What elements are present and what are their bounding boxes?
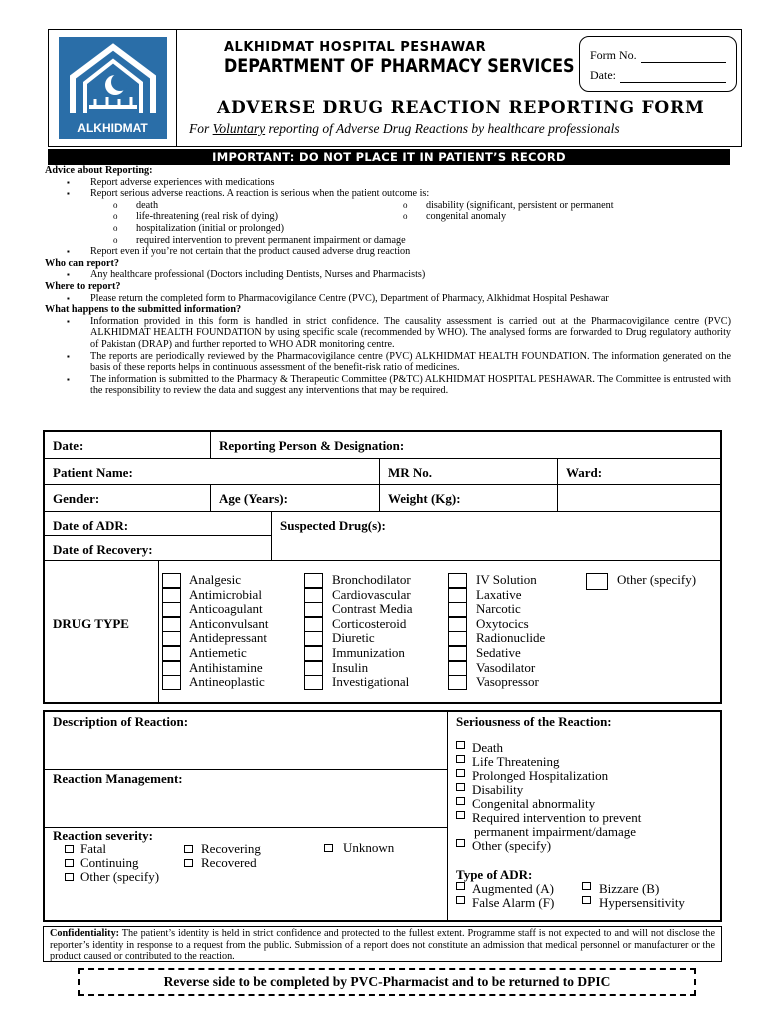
who-heading: Who can report? <box>45 257 119 269</box>
vertical-divider <box>447 712 448 920</box>
form-title: ADVERSE DRUG REACTION REPORTING FORM <box>217 98 705 118</box>
checkbox[interactable] <box>456 896 465 904</box>
checkbox[interactable] <box>162 631 181 646</box>
date-of-adr-cell[interactable]: Date of ADR: <box>45 512 272 536</box>
drug-column-1: Analgesic Antimicrobial Anticoagulant Anticonvulsant Antidepressant Antiemetic Antihistamine Antineoplastic <box>162 573 302 690</box>
form-subtitle: For Voluntary reporting of Adverse Drug Reactions by healthcare professionals <box>189 121 620 136</box>
checkbox[interactable] <box>304 675 323 690</box>
form-date-label: Date: <box>590 68 616 82</box>
row-divider <box>45 769 447 770</box>
seriousness-life-threatening[interactable]: Life Threatening <box>456 754 559 770</box>
checkbox[interactable] <box>162 602 181 617</box>
checkbox[interactable] <box>304 588 323 603</box>
checkbox[interactable] <box>456 839 465 847</box>
outcome-item: o death <box>113 200 403 212</box>
severity-other[interactable]: Other (specify) <box>65 869 159 885</box>
checkbox[interactable] <box>586 573 608 590</box>
severity-continuing[interactable]: Continuing <box>65 855 139 871</box>
checkbox[interactable] <box>304 617 323 632</box>
form-no-field[interactable] <box>641 51 726 63</box>
advice-bullet: ▪ Information provided in this form is handled in strict confidence. The causality assessment is carried out at the Pharmacovigilance centre (PVC) ALKHIDMAT HEALTH FOUNDATION by using specific scale (recommended by WHO). The analysed forms are forwarded to Drug regulatory authority of Pakistan (DRAP) and further reported to WHO ADR monitoring centre. <box>45 316 731 351</box>
checkbox[interactable] <box>184 845 193 853</box>
checkbox[interactable] <box>456 783 465 791</box>
mr-no-cell[interactable]: MR No. <box>380 459 558 485</box>
checkbox[interactable] <box>456 811 465 819</box>
severity-recovering[interactable]: Recovering <box>184 841 261 857</box>
severity-label: Reaction severity: <box>53 828 153 843</box>
ward-cell[interactable]: Ward: <box>558 459 722 485</box>
checkbox[interactable] <box>456 741 465 749</box>
advice-bullet: ▪ Report adverse experiences with medications <box>45 177 731 189</box>
severity-unknown[interactable]: Unknown <box>324 840 394 856</box>
outcome-item: o hospitalization (initial or prolonged) <box>113 223 403 235</box>
logo-container <box>49 30 177 146</box>
form-date-field[interactable] <box>620 71 726 83</box>
management-field[interactable] <box>45 788 445 826</box>
reaction-table <box>43 710 722 922</box>
seriousness-label: Seriousness of the Reaction: <box>456 714 612 729</box>
type-adr-label: Type of ADR: <box>456 867 533 882</box>
checkbox[interactable] <box>162 675 181 690</box>
department-name: DEPARTMENT OF PHARMACY SERVICES <box>224 54 575 77</box>
patient-name-cell[interactable]: Patient Name: <box>45 459 380 485</box>
age-cell[interactable]: Age (Years): <box>211 485 380 512</box>
outcome-item: o disability (significant, persistent or permanent <box>403 200 693 212</box>
checkbox[interactable] <box>304 646 323 661</box>
checkbox[interactable] <box>456 882 465 890</box>
alkhidmat-logo <box>59 37 167 139</box>
checkbox[interactable] <box>582 896 591 904</box>
checkbox[interactable] <box>456 755 465 763</box>
checkbox[interactable] <box>456 797 465 805</box>
advice-heading: Advice about Reporting: <box>45 165 153 176</box>
outcome-list <box>45 200 731 246</box>
header <box>48 29 742 147</box>
severity-fatal[interactable]: Fatal <box>65 841 106 857</box>
checkbox[interactable] <box>448 646 467 661</box>
checkbox[interactable] <box>448 573 467 588</box>
reverse-side-note: Reverse side to be completed by PVC-Pharmacist and to be returned to DPIC <box>78 968 696 996</box>
seriousness-death[interactable]: Death <box>456 740 503 756</box>
checkbox[interactable] <box>162 661 181 676</box>
checkbox[interactable] <box>582 882 591 890</box>
outcome-item: o required intervention to prevent permanent impairment or damage <box>113 235 403 247</box>
seriousness-congenital[interactable]: Congenital abnormality <box>456 796 595 812</box>
checkbox[interactable] <box>448 631 467 646</box>
confidentiality-notice <box>43 926 722 962</box>
drug-column-4: Other (specify) <box>586 573 720 588</box>
seriousness-other[interactable]: Other (specify) <box>456 838 551 854</box>
seriousness-intervention-cont: permanent impairment/damage <box>474 824 637 839</box>
gender-cell[interactable]: Gender: <box>45 485 211 512</box>
confidentiality-text: The patient’s identity is held in strict confidence and protected to the fullest extent. Programme staff is not expected to and will not disclose the reporter’s identity in response to a request from the public. Submission of a report does not constitute an admission that medical personnel or manufacturer or the product caused or contributed to the reaction. <box>50 928 715 962</box>
advice-bullet: ▪ The information is submitted to the Pharmacy & Therapeutic Committee (P&TC) ALKHIDMAT HOSPITAL PESHAWAR. The Committee is entrusted with the responsibility to review the data and suggest any interventions that may be required. <box>45 374 731 397</box>
checkbox[interactable] <box>448 661 467 676</box>
date-of-recovery-cell[interactable]: Date of Recovery: <box>45 536 272 561</box>
seriousness-intervention[interactable]: Required intervention to prevent <box>456 810 641 826</box>
outcome-item: o congenital anomaly <box>403 211 693 223</box>
form-number-box <box>579 36 737 92</box>
confidentiality-label: Confidentiality: <box>50 928 120 939</box>
type-bizzare[interactable]: Bizzare (B) <box>582 881 659 897</box>
logo-text: ALKHIDMAT <box>77 121 148 135</box>
what-heading: What happens to the submitted information? <box>45 304 242 316</box>
type-hypersensitivity[interactable]: Hypersensitivity <box>582 895 685 911</box>
advice-bullet: ▪ Report serious adverse reactions. A reaction is serious when the patient outcome is: <box>45 188 731 200</box>
checkbox[interactable] <box>448 588 467 603</box>
patient-info-table <box>43 430 722 704</box>
checkbox[interactable] <box>324 844 333 852</box>
important-notice: IMPORTANT: DO NOT PLACE IT IN PATIENT’S RECORD <box>48 149 730 165</box>
checkbox[interactable] <box>448 602 467 617</box>
where-heading: Where to report? <box>45 280 121 292</box>
description-field[interactable] <box>45 730 445 768</box>
advice-bullet: ▪ The reports are periodically reviewed by the Pharmacovigilance centre (PVC) ALKHIDMAT HEALTH FOUNDATION. The information generated on the basis of these reports helps in continuous assessment of the benefit-risk ratio of medicines. <box>45 351 731 374</box>
hospital-name: ALKHIDMAT HOSPITAL PESHAWAR <box>224 40 487 55</box>
voluntary-text: Voluntary <box>212 121 266 136</box>
advice-bullet: ▪ Any healthcare professional (Doctors including Dentists, Nurses and Pharmacists) <box>45 269 731 281</box>
form-no-label: Form No. <box>590 48 637 62</box>
drug-type-label-cell: DRUG TYPE <box>45 561 159 704</box>
drug-column-3: IV Solution Laxative Narcotic Oxytocics Radionuclide Sedative Vasodilator Vasopressor <box>448 573 578 690</box>
checkbox[interactable] <box>304 602 323 617</box>
checkbox[interactable] <box>162 617 181 632</box>
management-label: Reaction Management: <box>53 771 183 786</box>
type-augmented[interactable]: Augmented (A) <box>456 881 554 897</box>
seriousness-disability[interactable]: Disability <box>456 782 523 798</box>
checkbox[interactable] <box>65 873 74 881</box>
checkbox[interactable] <box>304 631 323 646</box>
checkbox[interactable] <box>456 769 465 777</box>
checkbox[interactable] <box>162 646 181 661</box>
advice-bullet: ▪ Report even if you’re not certain that the product caused adverse drug reaction <box>45 246 731 258</box>
severity-recovered[interactable]: Recovered <box>184 855 257 871</box>
checkbox[interactable] <box>65 845 74 853</box>
checkbox[interactable] <box>448 617 467 632</box>
checkbox[interactable] <box>162 573 181 588</box>
checkbox[interactable] <box>65 859 74 867</box>
advice-section <box>45 165 731 397</box>
checkbox[interactable] <box>448 675 467 690</box>
advice-bullet: ▪ Please return the completed form to Pharmacovigilance Centre (PVC), Department of Pharmacy, Alkhidmat Hospital Peshawar <box>45 293 731 305</box>
description-label: Description of Reaction: <box>53 714 189 729</box>
date-cell[interactable]: Date: <box>45 432 211 459</box>
checkbox[interactable] <box>304 573 323 588</box>
suspected-drugs-cell[interactable]: Suspected Drug(s): <box>272 512 722 561</box>
weight-cell[interactable]: Weight (Kg): <box>380 485 558 512</box>
type-false-alarm[interactable]: False Alarm (F) <box>456 895 554 911</box>
outcome-item: o life-threatening (real risk of dying) <box>113 211 403 223</box>
checkbox[interactable] <box>304 661 323 676</box>
reporting-person-cell[interactable]: Reporting Person & Designation: <box>211 432 722 459</box>
checkbox[interactable] <box>184 859 193 867</box>
checkbox[interactable] <box>162 588 181 603</box>
drug-column-2: Bronchodilator Cardiovascular Contrast Media Corticosteroid Diuretic Immunization Insulin Investigational <box>304 573 444 690</box>
weight-extra-cell[interactable] <box>558 485 722 512</box>
seriousness-prolonged-hospitalization[interactable]: Prolonged Hospitalization <box>456 768 608 784</box>
